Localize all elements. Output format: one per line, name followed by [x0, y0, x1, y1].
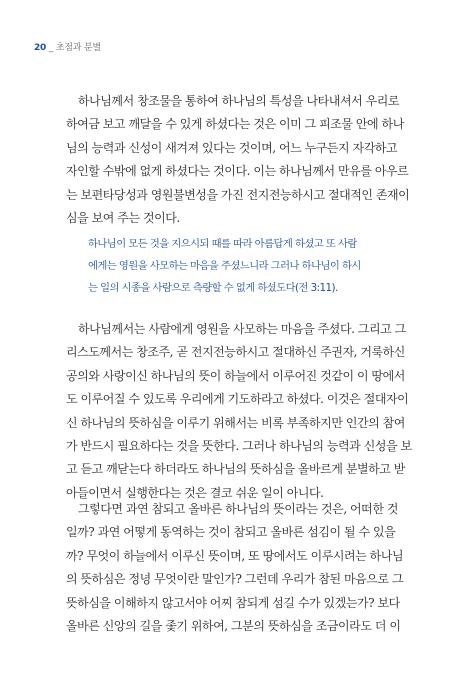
text-line: 공의와 사랑이신 하나님의 뜻이 하늘에서 이루어진 것같이 이 땅에서	[66, 368, 405, 383]
text-line: 아들이면서 실행한다는 것은 결코 쉬운 일이 아니다.	[66, 485, 324, 500]
text-line: 올바른 신앙의 길을 좇기 위하여, 그분의 뜻하심을 조금이라도 더 이	[66, 618, 401, 633]
running-header	[34, 40, 101, 53]
body-paragraph-2	[66, 318, 412, 505]
text-line: 의 뜻하심은 정녕 무엇이란 말인가? 그런데 우리가 참된 마음으로 그	[66, 572, 404, 587]
text-line: 도 이루어질 수 있도록 우리에게 기도하라고 하셨다. 이것은 절대자이	[66, 392, 409, 407]
body-paragraph-3	[66, 498, 404, 638]
text-line: 신 하나님의 뜻하심을 이루기 위해서는 비록 부족하지만 인간의 참여	[66, 415, 405, 430]
text-line: 까? 무엇이 하늘에서 이루신 뜻이며, 또 땅에서도 이루시려는 하나님	[66, 548, 404, 563]
body-paragraph-1	[66, 90, 410, 230]
text-line: 하나님께서는 사람에게 영원을 사모하는 마음을 주셨다. 그리고 그	[78, 322, 406, 336]
text-line: 그렇다면 과연 참되고 올바른 하나님의 뜻이라는 것은, 어떠한 것	[78, 502, 398, 516]
text-line: 하여금 보고 깨달을 수 있게 하셨다는 것은 이미 그 피조물 안에 하나	[66, 117, 404, 132]
quote-line: 하나님이 모든 것을 지으시되 때를 따라 아름답게 하셨고 또 사람	[88, 238, 357, 250]
scripture-quote	[88, 233, 388, 299]
text-line: 는 보편타당성과 영원불변성을 가진 전지전능하시고 절대적인 존재이	[66, 187, 410, 202]
quote-line: 는 일의 시종을 사람으로 측량할 수 없게 하셨도다(전 3:11).	[88, 282, 338, 294]
text-line: 리스도께서는 창조주, 곧 전지전능하시고 절대하신 주권자, 거룩하신	[66, 345, 405, 360]
quote-line: 에게는 영원을 사모하는 마음을 주셨느니라 그러나 하나님이 하시	[88, 260, 361, 272]
text-line: 님의 능력과 신성이 새겨져 있다는 것이며, 어느 누구든지 자각하고	[66, 140, 398, 155]
text-line: 고 듣고 깨닫는다 하더라도 하나님의 뜻하심을 올바르게 분별하고 받	[66, 462, 405, 477]
header-separator: _	[48, 43, 54, 53]
text-line: 가 반드시 필요하다는 것을 뜻한다. 그러나 하나님의 능력과 신성을 보	[66, 438, 412, 453]
page-number: 20	[34, 43, 47, 53]
text-line: 심을 보여 주는 것이다.	[66, 210, 180, 225]
text-line: 하나님께서 창조물을 통하여 하나님의 특성을 나타내셔서 우리로	[78, 94, 400, 108]
text-line: 일까? 과연 어떻게 동역하는 것이 참되고 올바른 섬김이 될 수 있을	[66, 525, 396, 540]
text-line: 뜻하심을 이해하지 않고서야 어찌 참되게 섬길 수가 있겠는가? 보다	[66, 595, 400, 610]
text-line: 자인할 수밖에 없게 하셨다는 것이다. 이는 하나님께서 만유를 아우르	[66, 164, 409, 179]
chapter-title: 초점과 분별	[55, 43, 101, 53]
